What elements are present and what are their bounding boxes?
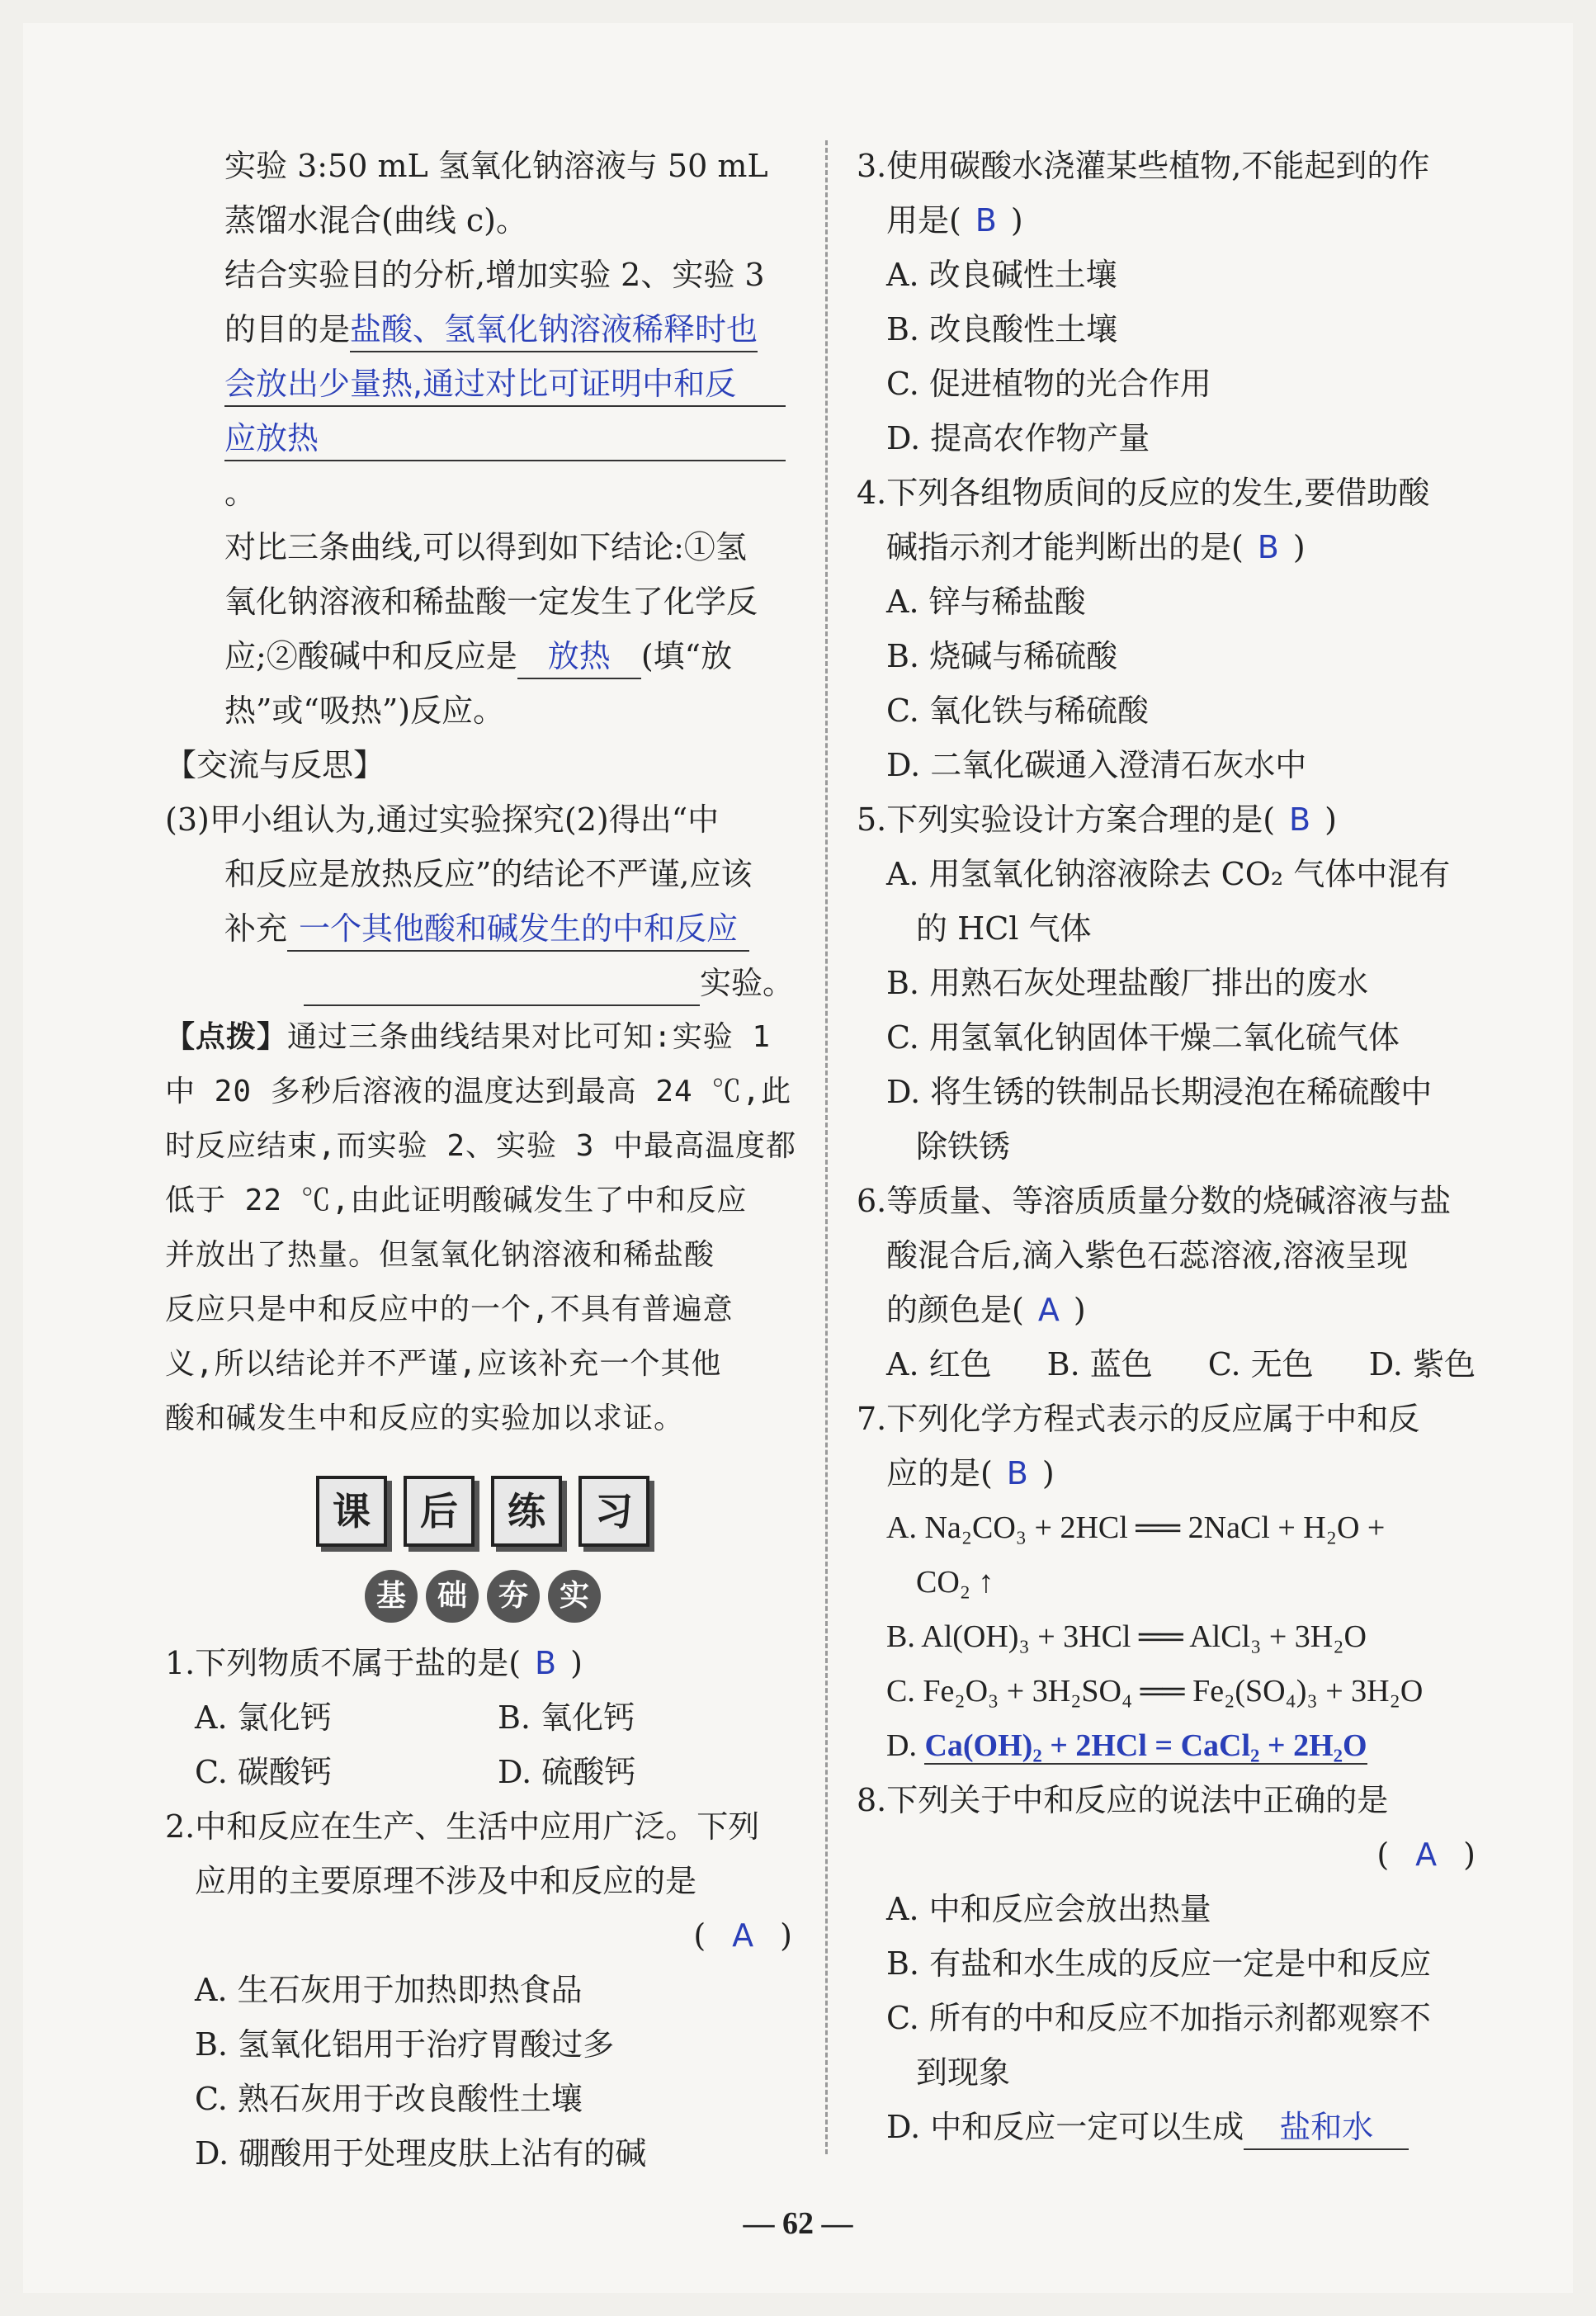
conclusion-line-4: 热”或“吸热”)反应。 — [224, 692, 505, 729]
question-7-answer: B — [1006, 1455, 1028, 1491]
question-7-text: 应的是( — [886, 1455, 993, 1491]
purpose-answer-3: 应放热 — [224, 417, 786, 461]
q3-prefix: 补充 — [224, 910, 288, 947]
option: D. 将生锈的铁制品长期浸泡在稀硫酸中 — [886, 1074, 1433, 1110]
tip-line-1 — [165, 1010, 800, 1065]
purpose-answer-2: 会放出少量热,通过对比可证明中和反 — [224, 362, 786, 407]
q3-blank-line — [304, 962, 700, 1006]
q3-line-2: 和反应是放热反应”的结论不严谨,应该 — [224, 856, 753, 892]
question-1-text: 1.下列物质不属于盐的是( — [165, 1645, 522, 1681]
option: C. Fe₂O₃ + 3H₂SO₄ ══ Fe₂(SO₄)₃ + 3H₂O — [886, 1674, 1424, 1709]
option: B. 氢氧化铝用于治疗胃酸过多 — [195, 2026, 615, 2063]
section-char: 课 — [316, 1476, 387, 1547]
tip-line-6: 反应只是中和反应中的一个,不具有普遍意 — [165, 1293, 734, 1326]
question-5-answer: B — [1289, 801, 1311, 838]
option: B. 蓝色 — [1046, 1346, 1153, 1383]
conclusion-answer: 放热 — [517, 635, 641, 679]
conclusion-suffix: (填“放 — [640, 638, 733, 674]
tip-line-5: 并放出了热量。但氢氧化钠溶液和稀盐酸 — [165, 1238, 715, 1272]
option: A. 中和反应会放出热量 — [886, 1891, 1211, 1927]
question-6-text: 的颜色是( — [886, 1292, 1024, 1328]
conclusion-line-2: 氧化钠溶液和稀盐酸一定发生了化学反 — [224, 584, 758, 620]
page-number: — 62 — — [743, 2206, 853, 2241]
question-4-line-1: 4.下列各组物质间的反应的发生,要借助酸 — [857, 475, 1430, 511]
section-char: 后 — [404, 1476, 475, 1547]
question-2-line-2: 应用的主要原理不涉及中和反应的是 — [195, 1863, 697, 1899]
option: B. 氧化钙 — [498, 1699, 635, 1736]
q3-line-3 — [165, 901, 800, 956]
option-text: D. 中和反应一定可以生成 — [886, 2109, 1244, 2145]
conclusion-line-1: 对比三条曲线,可以得到如下结论:①氢 — [224, 529, 747, 565]
section-char: 习 — [578, 1476, 649, 1547]
option: C. 熟石灰用于改良酸性土壤 — [195, 2081, 583, 2117]
option: A. 用氢氧化钠溶液除去 CO₂ 气体中混有 — [886, 856, 1451, 892]
option: B. 用熟石灰处理盐酸厂排出的废水 — [886, 965, 1369, 1001]
tip-line-2: 中 20 多秒后溶液的温度达到最高 24 ℃,此 — [165, 1075, 792, 1108]
option: A. Na₂CO₃ + 2HCl ══ 2NaCl + H₂O + — [886, 1510, 1386, 1545]
purpose-period: 。 — [224, 475, 257, 511]
conclusion-line-3 — [165, 629, 800, 683]
question-2-line-1: 2.中和反应在生产、生活中应用广泛。下列 — [165, 1808, 760, 1845]
question-6-line-3: 的颜色是( A ) — [857, 1283, 1484, 1337]
section-title-homework — [165, 1476, 800, 1547]
exp3-line-1: 实验 3:50 mL 氢氧化钠溶液与 50 mL — [224, 148, 768, 184]
question-8-written-answer: 盐和水 — [1244, 2106, 1409, 2150]
option: C. 促进植物的光合作用 — [886, 366, 1211, 402]
question-4-line-2: 碱指示剂才能判断出的是( B ) — [857, 520, 1484, 574]
tip-line-7: 义,所以结论并不严谨,应该补充一个其他 — [165, 1347, 722, 1381]
option: A. 红色 — [886, 1346, 992, 1383]
question-7-line-2: 应的是( B ) — [857, 1446, 1484, 1501]
option-continued: 除铁锈 — [916, 1128, 1011, 1165]
q3-line-4 — [165, 956, 800, 1010]
purpose-line-2 — [165, 302, 800, 357]
purpose-line-1: 结合实验目的分析,增加实验 2、实验 3 — [224, 257, 765, 293]
question-1-options-row-2 — [165, 1745, 800, 1799]
option: D. 硼酸用于处理皮肤上沾有的碱 — [195, 2135, 647, 2172]
q3-suffix: 实验。 — [699, 965, 794, 1001]
option: A. 锌与稀盐酸 — [886, 584, 1086, 620]
question-1-answer: B — [535, 1645, 557, 1681]
option: A. 生石灰用于加热即热食品 — [195, 1972, 583, 2008]
question-2-answer-row: ( A ) — [165, 1908, 800, 1963]
question-3-answer: B — [975, 202, 997, 239]
option: D. 硫酸钙 — [498, 1754, 636, 1790]
question-3-text: 用是( — [886, 202, 961, 239]
subsection-char: 夯 — [487, 1570, 540, 1623]
option-continued: CO₂ ↑ — [916, 1565, 994, 1600]
option: B. 烧碱与稀硫酸 — [886, 638, 1118, 674]
subsection-title-basics — [165, 1570, 800, 1623]
option: B. 有盐和水生成的反应一定是中和反应 — [886, 1945, 1432, 1982]
purpose-answer-1: 盐酸、氢氧化钠溶液稀释时也 — [350, 308, 758, 352]
right-column — [857, 139, 1484, 2154]
question-6-line-2: 酸混合后,滴入紫色石蕊溶液,溶液呈现 — [886, 1237, 1409, 1274]
option: B. 改良酸性土壤 — [886, 311, 1118, 347]
question-3-line-2: 用是( B ) — [857, 193, 1484, 248]
question-7-line-1: 7.下列化学方程式表示的反应属于中和反 — [857, 1401, 1420, 1437]
left-column — [165, 139, 800, 2181]
purpose-line-4 — [165, 411, 800, 520]
subsection-char: 实 — [548, 1570, 601, 1623]
option-label: D. — [886, 1728, 917, 1763]
question-7-written-answer: Ca(OH)₂ + 2HCl = CaCl₂ + 2H₂O — [924, 1728, 1367, 1763]
q3-line-1: (3)甲小组认为,通过实验探究(2)得出“中 — [165, 801, 720, 838]
question-6-line-1: 6.等质量、等溶质质量分数的烧碱溶液与盐 — [857, 1183, 1452, 1219]
tip-line-8: 酸和碱发生中和反应的实验加以求证。 — [165, 1401, 685, 1435]
q3-answer: 一个其他酸和碱发生的中和反应 — [287, 907, 749, 952]
exp3-line-2: 蒸馏水混合(曲线 c)。 — [224, 202, 528, 239]
question-5-line-1: 5.下列实验设计方案合理的是( B ) — [857, 792, 1484, 847]
option: D. 提高农作物产量 — [886, 420, 1150, 456]
option: C. 氧化铁与稀硫酸 — [886, 692, 1149, 729]
option: C. 碳酸钙 — [195, 1754, 332, 1790]
question-8-answer-row: ( A ) — [857, 1827, 1484, 1882]
option: B. Al(OH)₃ + 3HCl ══ AlCl₃ + 3H₂O — [886, 1619, 1367, 1654]
question-4-answer: B — [1257, 529, 1279, 565]
question-5-text: 5.下列实验设计方案合理的是( — [857, 801, 1276, 838]
subsection-char: 基 — [365, 1570, 418, 1623]
question-1-close: ) — [570, 1645, 583, 1681]
purpose-line-3 — [165, 357, 800, 411]
reflection-heading: 【交流与反思】 — [165, 747, 385, 783]
question-6-answer: A — [1037, 1292, 1060, 1328]
tip-text-1: 通过三条曲线结果对比可知:实验 1 — [287, 1020, 772, 1054]
question-4-text: 碱指示剂才能判断出的是( — [886, 529, 1244, 565]
option-continued: 的 HCl 气体 — [916, 910, 1092, 947]
purpose-prefix: 的目的是 — [224, 311, 351, 347]
option: D. 紫色 — [1368, 1346, 1476, 1383]
question-3-line-1: 3.使用碳酸水浇灌某些植物,不能起到的作 — [857, 148, 1430, 184]
column-divider — [825, 140, 828, 2154]
question-1-stem — [165, 1636, 800, 1690]
tip-label: 【点拨】 — [165, 1020, 288, 1054]
section-char: 练 — [491, 1476, 562, 1547]
option: D. 二氧化碳通入澄清石灰水中 — [886, 747, 1307, 783]
option — [857, 1718, 1484, 1773]
option: A. 氯化钙 — [195, 1699, 332, 1736]
option: A. 改良碱性土壤 — [886, 257, 1117, 293]
tip-line-4: 低于 22 ℃,由此证明酸碱发生了中和反应 — [165, 1184, 748, 1217]
option-continued: 到现象 — [916, 2054, 1011, 2091]
tip-line-3: 时反应结束,而实验 2、实验 3 中最高温度都 — [165, 1129, 797, 1163]
question-6-options — [857, 1337, 1484, 1392]
conclusion-prefix: 应;②酸碱中和反应是 — [224, 638, 517, 674]
option: C. 所有的中和反应不加指示剂都观察不 — [886, 2000, 1431, 2036]
question-1-options-row-1 — [165, 1690, 800, 1745]
question-8-line-1: 8.下列关于中和反应的说法中正确的是 — [857, 1782, 1389, 1818]
subsection-char: 础 — [426, 1570, 479, 1623]
option: C. 无色 — [1207, 1346, 1314, 1383]
option — [857, 2100, 1484, 2154]
question-2-answer: A — [732, 1917, 754, 1954]
question-8-answer: A — [1415, 1836, 1438, 1873]
option: C. 用氢氧化钠固体干燥二氧化硫气体 — [886, 1019, 1400, 1056]
